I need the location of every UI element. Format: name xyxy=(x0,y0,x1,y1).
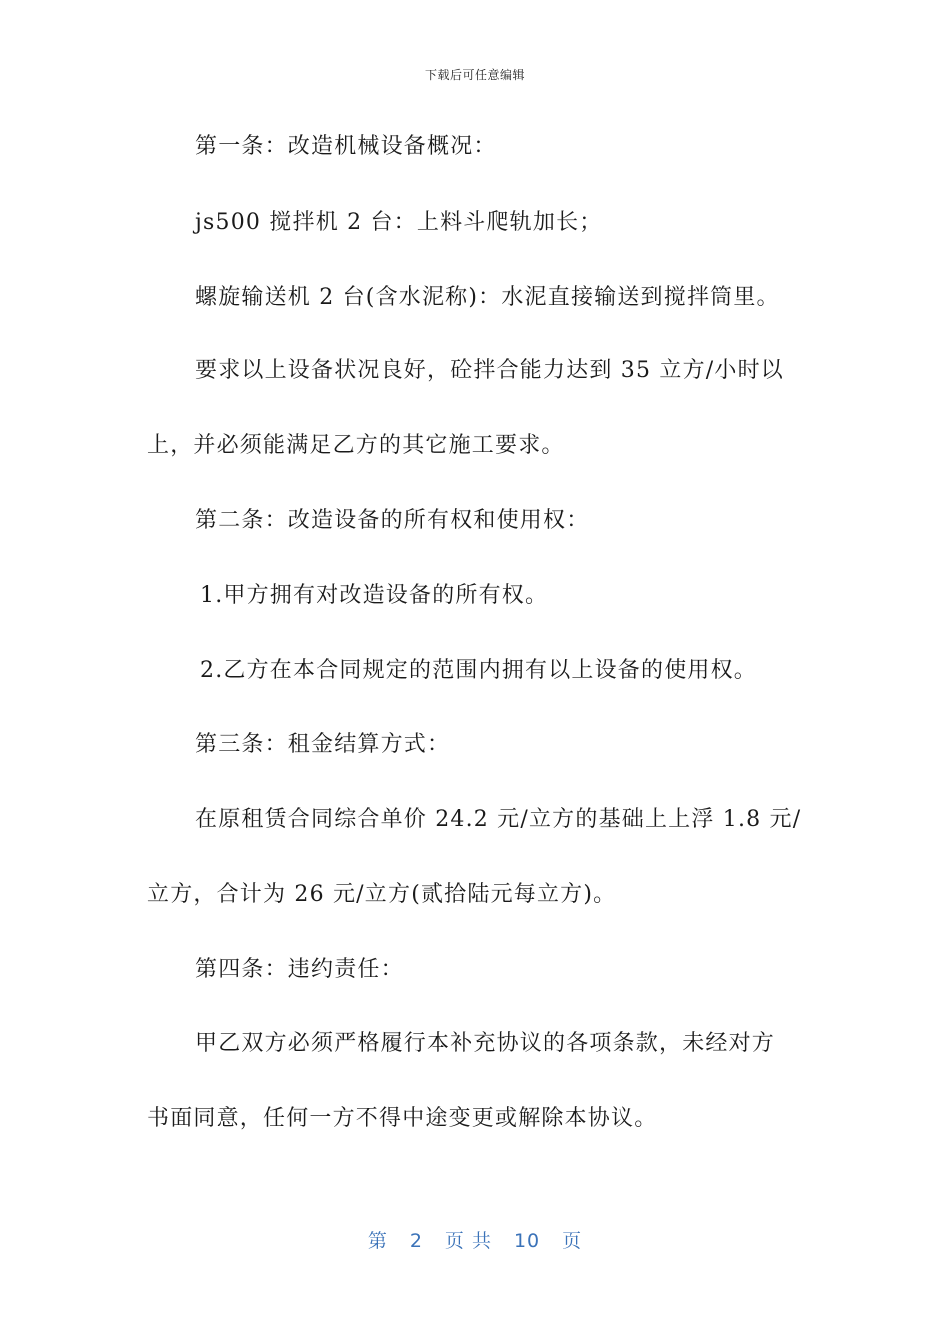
clause-4-heading: 第四条：违约责任： xyxy=(195,957,404,982)
page-footer xyxy=(0,1226,950,1253)
header-note: 下载后可任意编辑 xyxy=(424,68,525,82)
paragraph-line: js500 搅拌机 2 台：上料斗爬轨加长； xyxy=(195,210,603,235)
footer-page-number: 2 xyxy=(409,1230,423,1252)
list-item: 1.甲方拥有对改造设备的所有权。 xyxy=(200,583,549,608)
footer-suffix: 页 xyxy=(562,1230,583,1252)
paragraph-line: 要求以上设备状况良好，砼拌合能力达到 35 立方/小时以 xyxy=(195,358,784,383)
paragraph-line: 上，并必须能满足乙方的其它施工要求。 xyxy=(147,433,565,458)
footer-middle: 页 共 xyxy=(444,1230,492,1252)
paragraph-line: 书面同意，任何一方不得中途变更或解除本协议。 xyxy=(147,1106,658,1131)
footer-total-pages: 10 xyxy=(513,1230,541,1252)
clause-2-heading: 第二条：改造设备的所有权和使用权： xyxy=(195,508,590,533)
paragraph-line: 甲乙双方必须严格履行本补充协议的各项条款，未经对方 xyxy=(195,1031,776,1056)
clause-3-heading: 第三条：租金结算方式： xyxy=(195,732,451,757)
paragraph-line: 立方，合计为 26 元/立方(贰拾陆元每立方)。 xyxy=(147,882,617,907)
clause-1-heading: 第一条：改造机械设备概况： xyxy=(195,134,497,159)
paragraph-line: 螺旋输送机 2 台(含水泥称)：水泥直接输送到搅拌筒里。 xyxy=(195,285,780,310)
list-item: 2.乙方在本合同规定的范围内拥有以上设备的使用权。 xyxy=(200,658,757,683)
footer-prefix: 第 xyxy=(367,1230,388,1252)
paragraph-line: 在原租赁合同综合单价 24.2 元/立方的基础上上浮 1.8 元/ xyxy=(195,807,802,832)
